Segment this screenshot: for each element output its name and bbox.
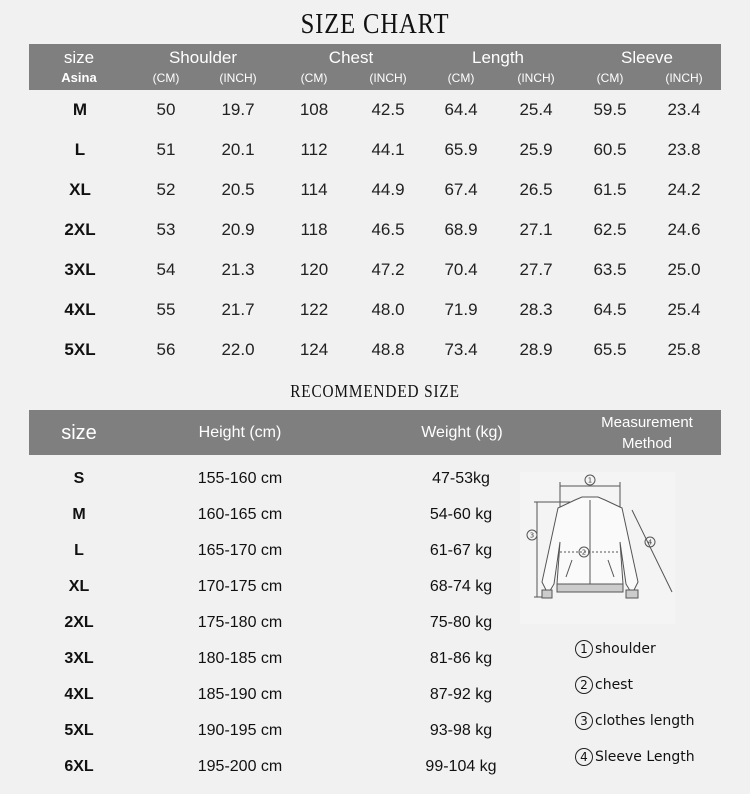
table-row bbox=[0, 90, 750, 130]
jacket-measurement-diagram-icon bbox=[520, 472, 675, 624]
value-cell: 59.5 bbox=[593, 100, 627, 119]
size-chart-title: SIZE CHART bbox=[300, 8, 450, 40]
height-cell: 160-165 cm bbox=[197, 506, 283, 523]
unit-inch: (INCH) bbox=[517, 71, 555, 85]
recommended-size-title: RECOMMENDED SIZE bbox=[290, 381, 460, 401]
value-cell: 122 bbox=[299, 300, 329, 319]
height-cell: 195-200 cm bbox=[197, 758, 283, 775]
recommended-header bbox=[29, 410, 721, 455]
table-row bbox=[0, 534, 520, 570]
legend-chest bbox=[575, 676, 633, 694]
value-cell: 120 bbox=[299, 260, 329, 279]
value-cell: 63.5 bbox=[593, 260, 627, 279]
svg-text:1: 1 bbox=[587, 476, 593, 485]
unit-cm: (CM) bbox=[152, 71, 180, 85]
size-cell: 2XL bbox=[64, 220, 96, 239]
header-chest: Chest bbox=[328, 48, 374, 67]
header-weight: Weight (kg) bbox=[421, 424, 503, 441]
unit-inch: (INCH) bbox=[369, 71, 407, 85]
table-row bbox=[0, 750, 520, 786]
svg-text:2: 2 bbox=[581, 548, 587, 557]
value-cell: 28.9 bbox=[519, 340, 553, 359]
table-row bbox=[0, 250, 750, 290]
height-cell: 175-180 cm bbox=[197, 614, 283, 631]
value-cell: 23.8 bbox=[667, 140, 701, 159]
value-cell: 24.6 bbox=[667, 220, 701, 239]
header-length: Length bbox=[472, 48, 524, 67]
header-shoulder: Shoulder bbox=[168, 48, 238, 67]
method-line2: Method bbox=[621, 435, 673, 452]
legend-clothes-length bbox=[575, 712, 695, 730]
header-measurement-method bbox=[601, 412, 693, 454]
value-cell: 46.5 bbox=[371, 220, 405, 239]
value-cell: 54 bbox=[156, 260, 176, 279]
size-cell: 2XL bbox=[64, 614, 94, 631]
value-cell: 64.5 bbox=[593, 300, 627, 319]
unit-inch: (INCH) bbox=[665, 71, 703, 85]
table-row bbox=[0, 330, 750, 370]
value-cell: 73.4 bbox=[444, 340, 478, 359]
value-cell: 44.1 bbox=[371, 140, 405, 159]
weight-cell: 61-67 kg bbox=[429, 542, 493, 559]
unit-cm: (CM) bbox=[300, 71, 328, 85]
size-cell: XL bbox=[69, 180, 91, 199]
value-cell: 24.2 bbox=[667, 180, 701, 199]
weight-cell: 75-80 kg bbox=[429, 614, 493, 631]
size-cell: 4XL bbox=[64, 300, 96, 319]
value-cell: 23.4 bbox=[667, 100, 701, 119]
height-cell: 155-160 cm bbox=[197, 470, 283, 487]
value-cell: 21.3 bbox=[221, 260, 255, 279]
size-cell: 4XL bbox=[64, 686, 94, 703]
header-height: Height (cm) bbox=[198, 424, 282, 441]
value-cell: 51 bbox=[156, 140, 176, 159]
value-cell: 55 bbox=[156, 300, 176, 319]
size-chart-header bbox=[29, 44, 721, 90]
value-cell: 25.4 bbox=[667, 300, 701, 319]
legend-shoulder bbox=[575, 640, 656, 658]
value-cell: 20.5 bbox=[221, 180, 255, 199]
value-cell: 61.5 bbox=[593, 180, 627, 199]
height-cell: 170-175 cm bbox=[197, 578, 283, 595]
value-cell: 21.7 bbox=[221, 300, 255, 319]
number-3-icon: 3 bbox=[575, 712, 593, 730]
table-row bbox=[0, 714, 520, 750]
value-cell: 60.5 bbox=[593, 140, 627, 159]
value-cell: 25.9 bbox=[519, 140, 553, 159]
value-cell: 53 bbox=[156, 220, 176, 239]
value-cell: 71.9 bbox=[444, 300, 478, 319]
value-cell: 48.8 bbox=[371, 340, 405, 359]
value-cell: 118 bbox=[300, 220, 328, 239]
table-row bbox=[0, 130, 750, 170]
size-cell: L bbox=[74, 542, 84, 559]
method-line1: Measurement bbox=[601, 414, 693, 431]
value-cell: 114 bbox=[300, 180, 328, 199]
legend-label: Sleeve Length bbox=[595, 749, 695, 765]
size-cell: 6XL bbox=[64, 758, 94, 775]
size-cell: L bbox=[74, 140, 86, 159]
size-cell: 5XL bbox=[64, 340, 96, 359]
table-row bbox=[0, 170, 750, 210]
value-cell: 44.9 bbox=[371, 180, 405, 199]
value-cell: 20.1 bbox=[221, 140, 255, 159]
header-sleeve: Sleeve bbox=[621, 48, 673, 67]
value-cell: 112 bbox=[300, 140, 328, 159]
weight-cell: 47-53kg bbox=[432, 470, 490, 487]
table-row bbox=[0, 606, 520, 642]
legend-label: chest bbox=[595, 677, 633, 693]
value-cell: 26.5 bbox=[519, 180, 553, 199]
table-row bbox=[0, 678, 520, 714]
value-cell: 28.3 bbox=[519, 300, 553, 319]
value-cell: 65.5 bbox=[593, 340, 627, 359]
value-cell: 25.0 bbox=[667, 260, 701, 279]
svg-text:3: 3 bbox=[529, 531, 535, 540]
value-cell: 70.4 bbox=[444, 260, 478, 279]
weight-cell: 54-60 kg bbox=[429, 506, 493, 523]
table-row bbox=[0, 290, 750, 330]
height-cell: 190-195 cm bbox=[197, 722, 283, 739]
value-cell: 47.2 bbox=[371, 260, 405, 279]
size-cell: 3XL bbox=[64, 260, 96, 279]
value-cell: 64.4 bbox=[444, 100, 478, 119]
value-cell: 68.9 bbox=[444, 220, 478, 239]
height-cell: 185-190 cm bbox=[197, 686, 283, 703]
header-size: size bbox=[63, 48, 95, 67]
size-cell: 5XL bbox=[64, 722, 94, 739]
value-cell: 42.5 bbox=[371, 100, 405, 119]
value-cell: 19.7 bbox=[221, 100, 255, 119]
legend-sleeve-length bbox=[575, 748, 695, 766]
value-cell: 65.9 bbox=[444, 140, 478, 159]
size-cell: S bbox=[73, 470, 85, 487]
unit-cm: (CM) bbox=[447, 71, 475, 85]
height-cell: 180-185 cm bbox=[197, 650, 283, 667]
value-cell: 27.7 bbox=[519, 260, 553, 279]
value-cell: 50 bbox=[156, 100, 176, 119]
value-cell: 25.8 bbox=[667, 340, 701, 359]
size-cell: XL bbox=[68, 578, 90, 595]
value-cell: 25.4 bbox=[519, 100, 553, 119]
table-row bbox=[0, 570, 520, 606]
height-cell: 165-170 cm bbox=[197, 542, 283, 559]
size-cell: M bbox=[72, 100, 88, 119]
number-2-icon: 2 bbox=[575, 676, 593, 694]
table-row bbox=[0, 462, 520, 498]
legend-label: clothes length bbox=[595, 713, 695, 729]
table-row bbox=[0, 498, 520, 534]
value-cell: 108 bbox=[299, 100, 329, 119]
size-cell: M bbox=[72, 506, 86, 523]
unit-cm: (CM) bbox=[596, 71, 624, 85]
weight-cell: 99-104 kg bbox=[425, 758, 497, 775]
value-cell: 62.5 bbox=[593, 220, 627, 239]
value-cell: 48.0 bbox=[371, 300, 405, 319]
unit-inch: (INCH) bbox=[219, 71, 257, 85]
weight-cell: 68-74 kg bbox=[429, 578, 493, 595]
header-asina: Asina bbox=[61, 70, 97, 85]
svg-text:4: 4 bbox=[647, 538, 653, 547]
value-cell: 124 bbox=[299, 340, 329, 359]
weight-cell: 93-98 kg bbox=[429, 722, 493, 739]
value-cell: 20.9 bbox=[221, 220, 255, 239]
value-cell: 56 bbox=[156, 340, 176, 359]
table-row bbox=[0, 642, 520, 678]
value-cell: 52 bbox=[156, 180, 176, 199]
value-cell: 22.0 bbox=[221, 340, 255, 359]
legend-label: shoulder bbox=[595, 641, 656, 657]
value-cell: 67.4 bbox=[444, 180, 478, 199]
size-cell: 3XL bbox=[64, 650, 94, 667]
weight-cell: 81-86 kg bbox=[429, 650, 493, 667]
header-size: size bbox=[61, 422, 97, 444]
number-4-icon: 4 bbox=[575, 748, 593, 766]
number-1-icon: 1 bbox=[575, 640, 593, 658]
weight-cell: 87-92 kg bbox=[429, 686, 493, 703]
value-cell: 27.1 bbox=[519, 220, 553, 239]
table-row bbox=[0, 210, 750, 250]
